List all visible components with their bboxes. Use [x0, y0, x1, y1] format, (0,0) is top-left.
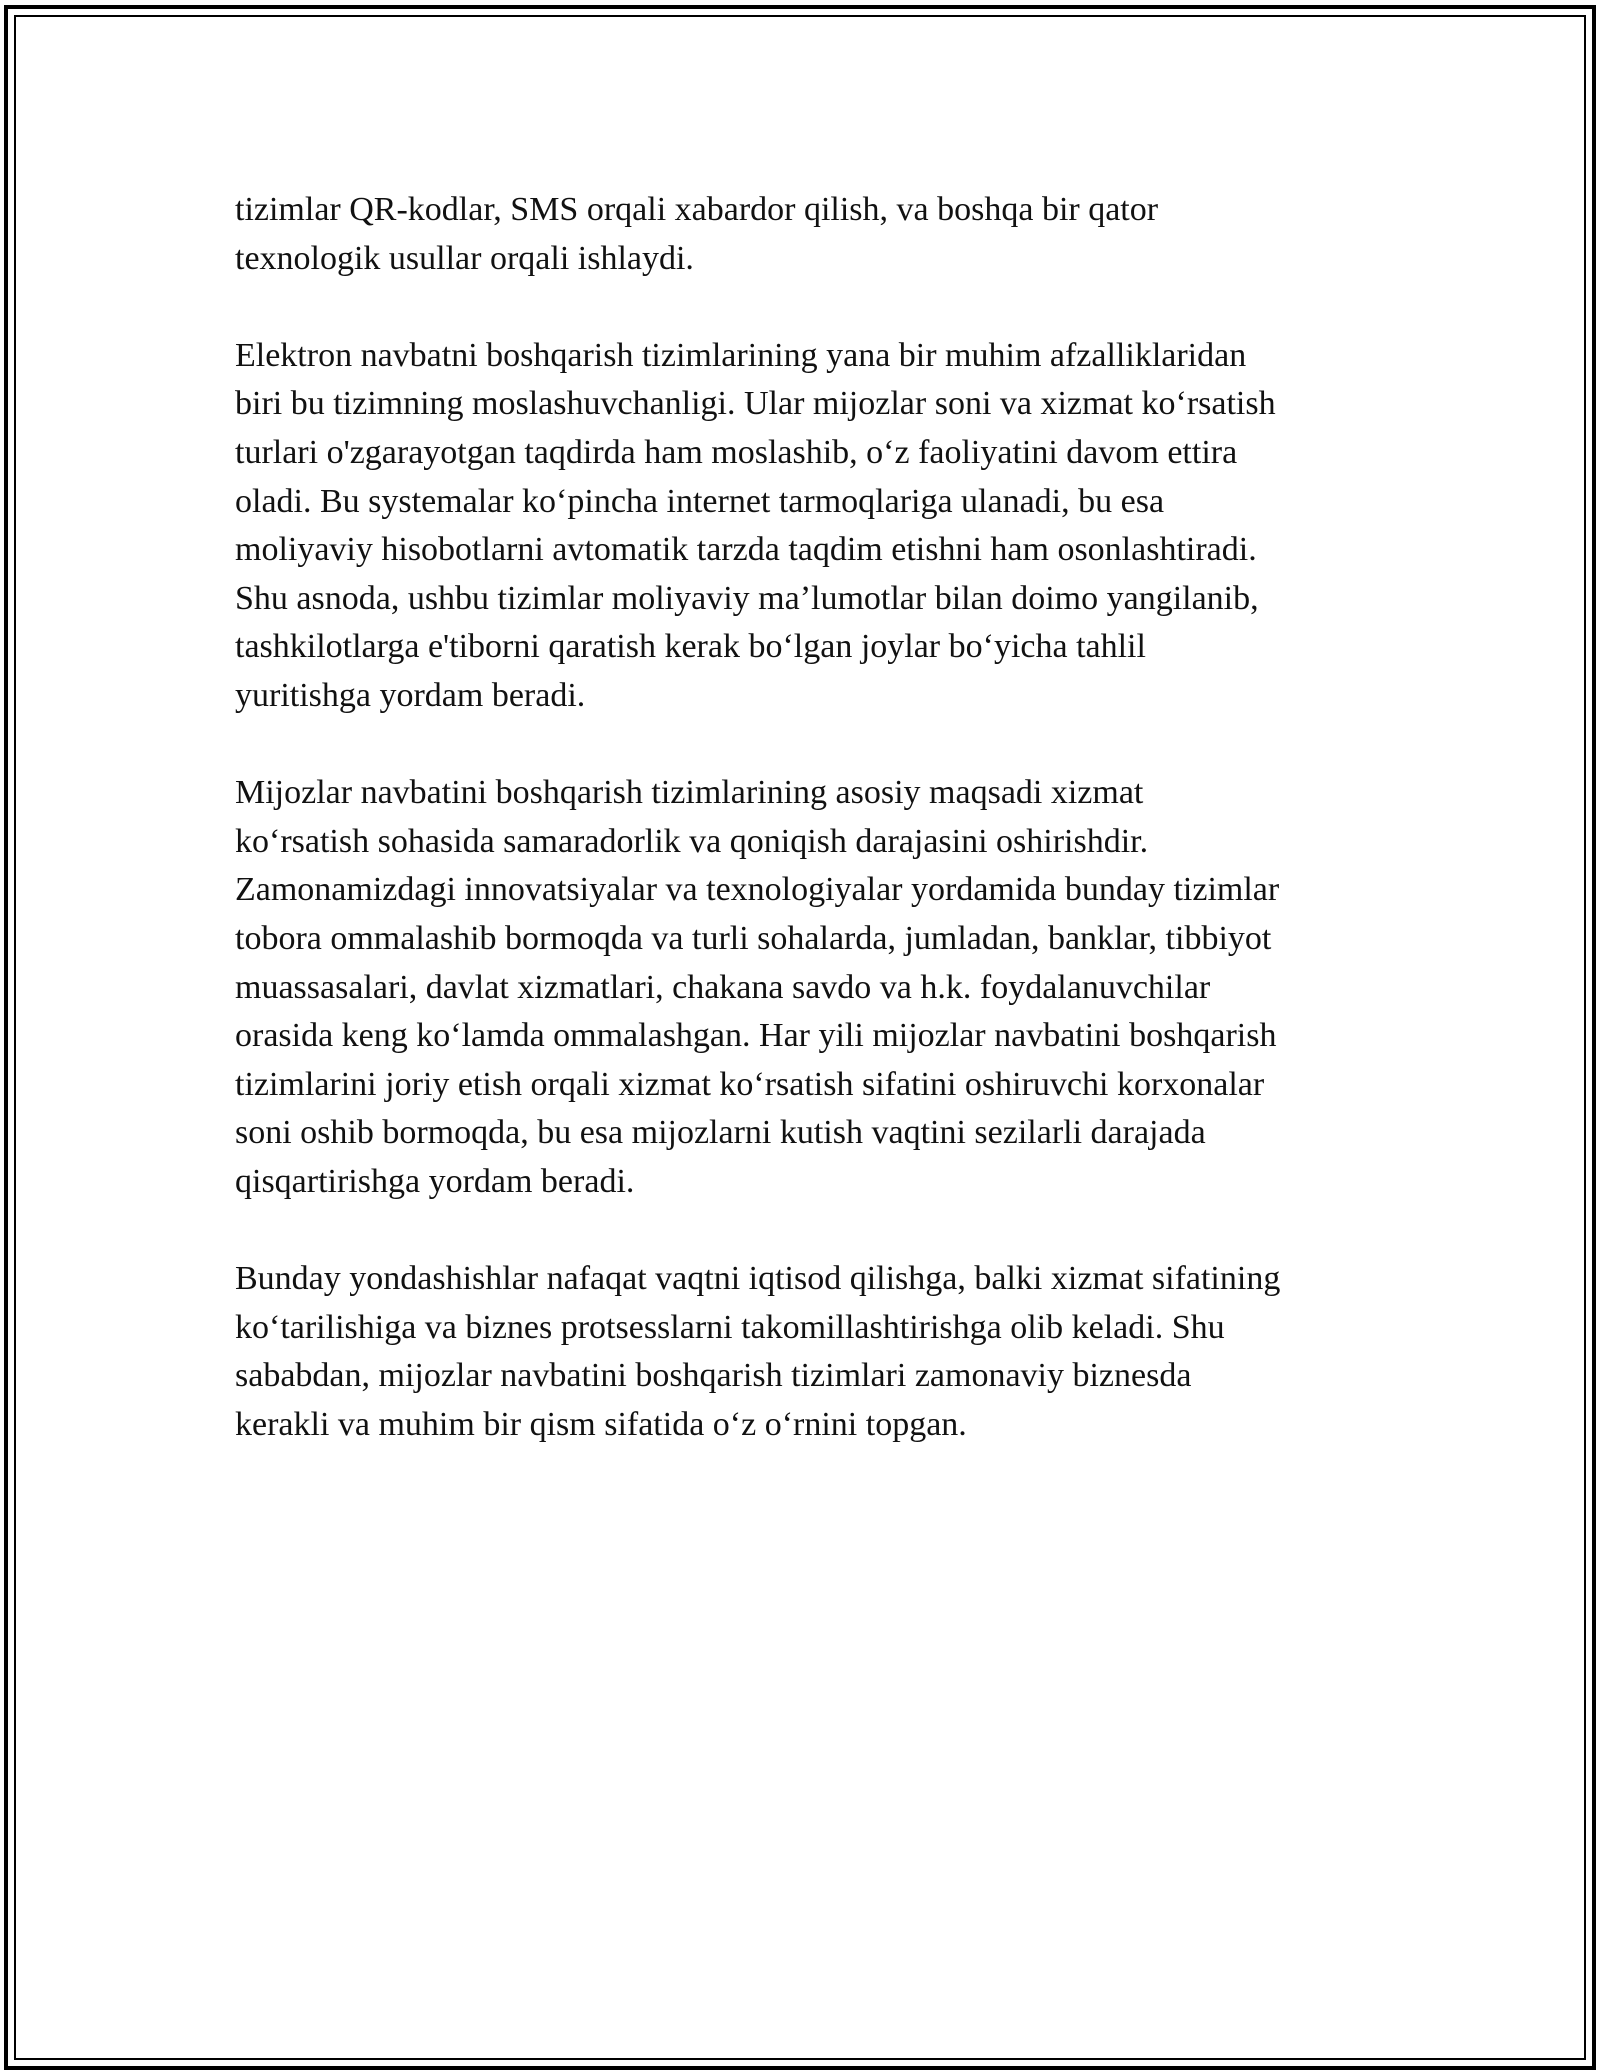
paragraph-3: Mijozlar navbatini boshqarish tizimlarining asosiy maqsadi xizmat koʻrsatish sohasida samaradorlik va qoniqish darajasini oshirishdir. Zamonamizdagi innovatsiyalar va texnologiyalar yordamida bunday tizimlar tobora ommalashib bormoqda va turli sohalarda, jumladan, banklar, tibbiyot muassasalari, davlat xizmatlari, chakana savdo va h.k. foydalanuvchilar orasida keng koʻlamda ommalashgan. Har yili mijozlar navbatini boshqarish tizimlarini joriy etish orqali xizmat koʻrsatish sifatini oshiruvchi korxonalar soni oshib bormoqda, bu esa mijozlarni kutish vaqtini sezilarli darajada qisqartirishga yordam beradi.: [235, 774, 1280, 1200]
paragraph-1: tizimlar QR-kodlar, SMS orqali xabardor qilish, va boshqa bir qator texnologik usullar orqali ishlaydi.: [235, 191, 1159, 277]
paragraph-4: Bunday yondashishlar nafaqat vaqtni iqtisod qilishga, balki xizmat sifatining koʻtarilishiga va biznes protsesslarni takomillashtirishga olib keladi. Shu sababdan, mijozlar navbatini boshqarish tizimlari zamonaviy biznesda kerakli va muhim bir qism sifatida oʻz oʻrnini topgan.: [235, 1260, 1281, 1443]
paragraph-2: Elektron navbatni boshqarish tizimlarining yana bir muhim afzalliklaridan biri bu tizimning moslashuvchanligi. Ular mijozlar soni va xizmat koʻrsatish turlari o'zgarayotgan taqdirda ham moslashib, oʻz faoliyatini davom ettira oladi. Bu systemalar koʻpincha internet tarmoqlariga ulanadi, bu esa moliyaviy hisobotlarni avtomatik tarzda taqdim etishni ham osonlashtiradi. Shu asnoda, ushbu tizimlar moliyaviy maʼlumotlar bilan doimo yangilanib, tashkilotlarga e'tiborni qaratish kerak boʻlgan joylar boʻyicha tahlil yuritishga yordam beradi.: [235, 336, 1276, 714]
document-body: [235, 186, 1385, 1498]
